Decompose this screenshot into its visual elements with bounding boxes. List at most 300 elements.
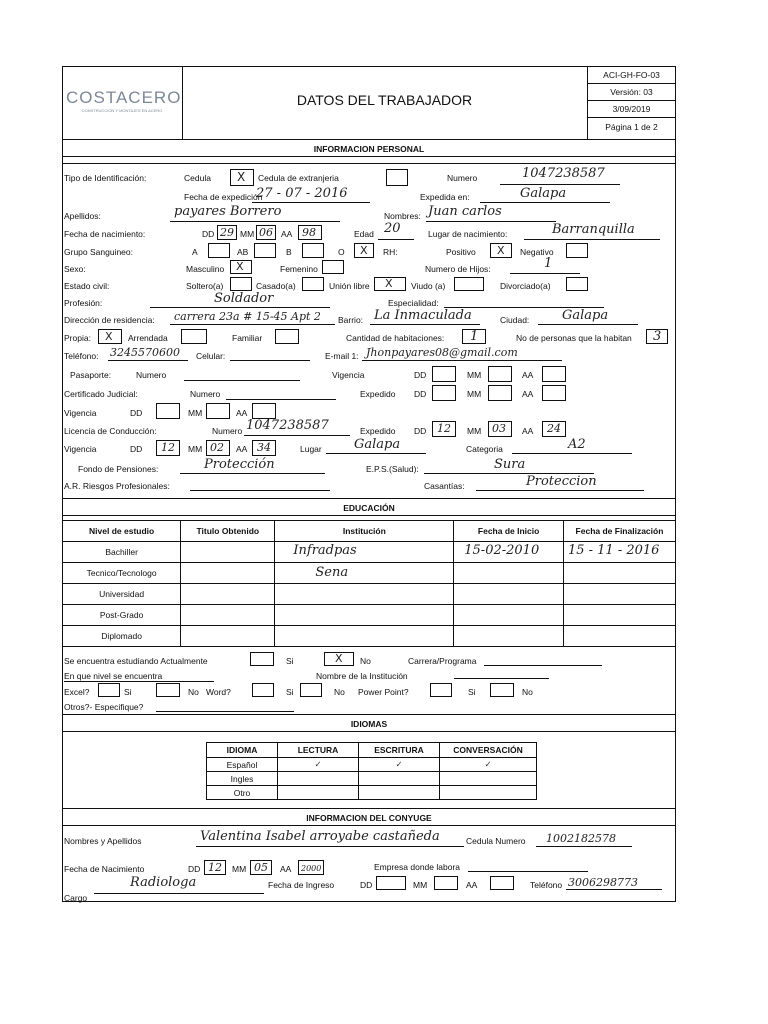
label-dd: DD (188, 864, 201, 874)
end-date-value: 15 - 11 - 2016 (567, 543, 660, 558)
language-cell: Otro (207, 786, 278, 800)
label-empresa: Empresa donde labora (374, 862, 461, 872)
sex-female-box[interactable] (322, 260, 344, 274)
label-si: Si (124, 687, 132, 697)
company-logo: COSTACERO (66, 88, 182, 107)
header-divider (587, 100, 676, 101)
speaking-cell[interactable] (440, 772, 537, 786)
label-pasaporte: Pasaporte: (70, 370, 112, 380)
column-header: Institución (275, 521, 454, 542)
label-dd: DD (130, 408, 143, 418)
label-fecha-nac: Fecha de nacimiento: (64, 229, 146, 239)
label-union: Unión libre (329, 281, 370, 291)
label-fecha-nac-conyuge: Fecha de Nacimiento (64, 864, 145, 874)
blood-ab-box[interactable] (254, 243, 276, 258)
table-row (63, 626, 676, 647)
label-familiar: Familiar (232, 333, 263, 343)
label-sexo: Sexo: (64, 264, 86, 274)
label-rh: RH: (383, 247, 398, 257)
column-header: IDIOMA (207, 743, 278, 758)
label-mm: MM (232, 864, 247, 874)
field-line (484, 665, 602, 666)
writing-cell[interactable] (359, 772, 440, 786)
label-si: Si (286, 656, 294, 666)
title-cell[interactable] (181, 605, 275, 626)
label-cedula-ext: Cedula de extranjeria (258, 173, 339, 183)
label-telefono: Teléfono: (64, 351, 99, 361)
label-otros: Otros?- Especifique? (64, 702, 144, 712)
label-habitaciones: Cantidad de habitaciones: (346, 333, 445, 343)
field-line (362, 360, 562, 361)
excel-no-box[interactable] (156, 683, 180, 697)
title-cell[interactable] (181, 563, 275, 584)
birth-dd-value: 29 (220, 226, 234, 239)
label-nombres-conyuge: Nombres y Apellidos (64, 836, 142, 846)
field-line (468, 871, 588, 872)
label-mm: MM (467, 370, 482, 380)
license-vig-mm-box[interactable] (206, 440, 230, 456)
label-carrera: Carrera/Programa (408, 656, 477, 666)
residents-box[interactable] (646, 329, 668, 344)
cert-aa-box[interactable] (542, 385, 566, 401)
title-cell[interactable] (181, 542, 275, 563)
studying-yes-box[interactable] (250, 652, 274, 666)
reading-cell[interactable] (278, 786, 359, 800)
license-exp-mm-value: 03 (492, 422, 506, 435)
birth-mm-box[interactable] (256, 225, 276, 240)
field-line (244, 435, 350, 436)
label-viudo: Viudo (a) (411, 281, 446, 291)
start-date-cell[interactable] (454, 605, 564, 626)
civil-union-box[interactable] (374, 277, 406, 291)
languages-table (206, 742, 537, 800)
check-mark: X (497, 244, 505, 257)
profession-field[interactable]: Soldador (214, 291, 274, 306)
house-own-box[interactable] (98, 329, 122, 344)
label-mm: MM (240, 229, 255, 239)
education-level-cell: Post-Grado (63, 605, 181, 626)
label-dd: DD (414, 426, 427, 436)
rh-positive-box[interactable] (490, 243, 512, 258)
label-telefono-conyuge: Teléfono (530, 880, 563, 890)
label-cesantias: Casantías: (424, 481, 465, 491)
section-title: INFORMACION DEL CONYUGE (306, 813, 432, 823)
logo-tagline: CONSTRUCCIÓN Y MONTAJES EN ACERO (81, 108, 163, 113)
label-a: A (192, 247, 198, 257)
blood-b-box[interactable] (302, 243, 324, 258)
neighborhood-field[interactable]: La Inmaculada (374, 308, 472, 323)
field-line (512, 453, 632, 454)
label-dd: DD (360, 880, 373, 890)
end-date-cell[interactable] (563, 605, 675, 626)
label-expedido: Expedido (360, 426, 396, 436)
language-cell: Ingles (207, 772, 278, 786)
label-ingreso: Fecha de Ingreso (268, 880, 335, 890)
civil-married-box[interactable] (302, 277, 324, 291)
column-header: CONVERSACIÓN (440, 743, 537, 758)
label-categoria: Categoria (466, 444, 503, 454)
language-cell: Español (207, 758, 278, 772)
field-line (94, 893, 264, 894)
education-table (62, 520, 676, 647)
field-line (480, 202, 610, 203)
house-family-box[interactable] (275, 329, 299, 344)
label-certificado: Certificado Judicial: (64, 389, 138, 399)
label-vigencia: Vigencia (64, 444, 97, 454)
field-line (538, 324, 638, 325)
institution-cell[interactable] (275, 563, 454, 584)
end-date-cell[interactable] (563, 584, 675, 605)
eps-field[interactable]: Sura (494, 457, 526, 472)
title-cell[interactable] (181, 584, 275, 605)
label-aa: AA (522, 370, 534, 380)
passport-aa-box[interactable] (542, 366, 566, 382)
label-direccion: Dirección de residencia: (64, 315, 155, 325)
label-cedula: Cedula (184, 173, 211, 183)
license-category-field[interactable]: A2 (568, 437, 586, 452)
title-cell[interactable] (181, 626, 275, 647)
label-positivo: Positivo (446, 247, 476, 257)
spouse-start-dd-box[interactable] (376, 876, 406, 890)
label-masculino: Masculino (186, 264, 225, 274)
pension-fund-field[interactable]: Protección (204, 457, 275, 472)
spouse-birth-dd-box[interactable] (204, 860, 226, 875)
field-line (536, 846, 632, 847)
institution-value: Infradpas (293, 543, 357, 558)
license-vig-aa-value: 34 (257, 441, 271, 454)
column-header: LECTURA (278, 743, 359, 758)
column-header: Titulo Obtenido (181, 521, 275, 542)
label-estado: Estado civil: (64, 281, 110, 291)
label-aa: AA (236, 444, 248, 454)
doc-code: ACI-GH-FO-03 (603, 70, 660, 80)
end-date-cell[interactable] (563, 626, 675, 647)
label-aa: AA (466, 880, 478, 890)
check-mark: X (385, 277, 393, 290)
label-no: No (522, 687, 533, 697)
table-row (63, 605, 676, 626)
label-fecha-exp: Fecha de expedición (184, 192, 263, 202)
label-licencia: Licencia de Conducción: (64, 426, 157, 436)
word-no-box[interactable] (300, 683, 322, 697)
speaking-cell[interactable] (440, 786, 537, 800)
column-header: Nivel de estudio (63, 521, 181, 542)
column-header: Fecha de Finalización (563, 521, 675, 542)
label-b: B (286, 247, 292, 257)
field-line (156, 711, 294, 712)
label-excel: Excel? (64, 687, 90, 697)
address-field[interactable]: carrera 23a # 15-45 Apt 2 (174, 310, 321, 323)
field-line (510, 273, 580, 274)
rooms-box[interactable] (462, 329, 486, 344)
reading-cell[interactable] (278, 772, 359, 786)
label-numero: Numero (136, 370, 167, 380)
education-level-cell: Diplomado (63, 626, 181, 647)
reading-cell[interactable]: ✓ (278, 758, 359, 772)
label-negativo: Negativo (520, 247, 554, 257)
start-date-cell[interactable] (454, 563, 564, 584)
label-no: No (334, 687, 345, 697)
surname-field[interactable]: payares Borrero (174, 204, 282, 219)
license-vig-dd-value: 12 (161, 441, 175, 454)
label-si: Si (286, 687, 294, 697)
label-celular: Celular: (196, 351, 226, 361)
field-line (426, 221, 556, 222)
checkbox-cedula-ext[interactable] (386, 169, 408, 186)
table-row (207, 772, 537, 786)
field-line (500, 184, 620, 185)
spouse-start-mm-box[interactable] (434, 876, 458, 890)
label-nivel: En que nivel se encuentra (64, 671, 163, 681)
label-eps: E.P.S.(Salud): (366, 464, 419, 474)
excel-yes-box[interactable] (98, 683, 120, 697)
doc-page: Página 1 de 2 (605, 122, 658, 132)
house-rented-box[interactable] (181, 329, 207, 344)
field-line (226, 399, 336, 400)
label-arl: A.R. Riesgos Profesionales: (64, 481, 170, 491)
birth-aa-value: 98 (302, 226, 316, 239)
label-dd: DD (202, 229, 215, 239)
rh-negative-box[interactable] (566, 243, 588, 258)
label-dd: DD (414, 389, 427, 399)
label-vigencia: Vigencia (332, 370, 365, 380)
check-mark: X (335, 652, 343, 665)
license-vig-mm-value: 02 (210, 441, 224, 454)
field-line (370, 324, 480, 325)
label-mm: MM (188, 444, 203, 454)
phone-field[interactable]: 3245570600 (110, 346, 180, 359)
check-mark: X (236, 260, 244, 273)
field-line (476, 490, 644, 491)
table-header-row (63, 521, 676, 542)
label-apellidos: Apellidos: (64, 211, 101, 221)
label-powerpoint: Power Point? (358, 687, 409, 697)
spouse-birth-dd-value: 12 (208, 861, 222, 874)
check-mark: X (237, 170, 246, 184)
label-grupo: Grupo Sanguineo: (64, 247, 133, 257)
label-aa: AA (522, 389, 534, 399)
blood-o-box[interactable] (354, 243, 374, 258)
label-dd: DD (130, 444, 143, 454)
label-divorciado: Divorciado(a) (500, 281, 551, 291)
spouse-name-field[interactable]: Valentina Isabel arroyabe castañeda (200, 829, 440, 844)
rooms-value: 1 (470, 329, 479, 344)
label-o: O (338, 247, 345, 257)
license-exp-mm-box[interactable] (488, 421, 512, 437)
license-exp-dd-box[interactable] (432, 421, 456, 437)
civil-widow-box[interactable] (454, 277, 484, 291)
start-date-cell[interactable] (454, 584, 564, 605)
cert-vig-dd-box[interactable] (156, 403, 180, 419)
license-number-field[interactable]: 1047238587 (246, 418, 329, 433)
label-email: E-mail 1: (325, 351, 359, 361)
label-no: No (360, 656, 371, 666)
label-mm: MM (413, 880, 428, 890)
institution-cell[interactable] (275, 626, 454, 647)
label-cargo: Cargo (64, 893, 88, 903)
cert-dd-box[interactable] (432, 385, 456, 401)
table-row (63, 542, 676, 563)
cert-vig-aa-box[interactable] (252, 403, 276, 419)
section-title: EDUCACIÓN (343, 503, 395, 513)
label-edad: Edad (354, 229, 374, 239)
column-header: Fecha de Inicio (454, 521, 564, 542)
label-mm: MM (467, 389, 482, 399)
label-nombres: Nombres: (384, 211, 421, 221)
label-mm: MM (467, 426, 482, 436)
table-row (63, 563, 676, 584)
column-header: ESCRITURA (359, 743, 440, 758)
expedition-place-field[interactable]: Galapa (520, 186, 567, 201)
field-line (524, 239, 660, 240)
start-date-value: 15-02-2010 (464, 543, 540, 558)
label-word: Word? (206, 687, 231, 697)
table-row (207, 786, 537, 800)
education-level-cell: Bachiller (63, 542, 181, 563)
cert-mm-box[interactable] (488, 385, 512, 401)
license-place-field[interactable]: Galapa (354, 437, 401, 452)
check-mark: X (105, 330, 113, 343)
label-numero: Numero (212, 426, 243, 436)
label-nombre-inst: Nombre de la Institución (316, 671, 408, 681)
spouse-start-aa-box[interactable] (490, 876, 514, 890)
spouse-birth-mm-value: 05 (254, 861, 268, 874)
spouse-birth-mm-box[interactable] (250, 860, 272, 875)
end-date-cell[interactable] (563, 542, 675, 563)
birth-mm-value: 06 (259, 226, 273, 239)
birth-aa-box[interactable] (298, 225, 322, 240)
header-divider (587, 83, 676, 84)
children-field[interactable]: 1 (544, 256, 553, 271)
institution-cell[interactable] (275, 542, 454, 563)
field-line (252, 202, 370, 203)
label-especialidad: Especialidad: (388, 298, 439, 308)
name-field[interactable]: Juan carlos (428, 204, 502, 219)
section-rule (62, 163, 676, 164)
label-soltero: Soltero(a) (186, 281, 224, 291)
spouse-birth-aa-box[interactable] (298, 860, 324, 875)
license-exp-aa-box[interactable] (542, 421, 566, 437)
label-no: No (188, 687, 199, 697)
section-header-personal (62, 139, 676, 157)
field-line (454, 678, 549, 679)
education-level-cell: Tecnico/Tecnologo (63, 563, 181, 584)
institution-cell[interactable] (275, 584, 454, 605)
doc-date: 3/09/2019 (612, 104, 651, 114)
label-numero: Numero (190, 389, 221, 399)
pp-yes-box[interactable] (430, 683, 452, 697)
label-mm: MM (188, 408, 203, 418)
section-title: INFORMACION PERSONAL (313, 144, 425, 154)
label-femenino: Femenino (280, 264, 318, 274)
birthplace-field[interactable]: Barranquilla (552, 222, 635, 237)
label-expedido: Expedido (360, 389, 396, 399)
check-mark: X (360, 244, 368, 257)
label-ab: AB (237, 247, 249, 257)
label-casado: Casado(a) (256, 281, 296, 291)
page-title: DATOS DEL TRABAJADOR (296, 92, 473, 108)
spouse-id-field[interactable]: 1002182578 (546, 832, 616, 845)
license-vig-aa-box[interactable] (252, 440, 276, 456)
writing-cell[interactable] (359, 786, 440, 800)
field-line (170, 324, 335, 325)
label-lugar: Lugar (300, 444, 322, 454)
blood-a-box[interactable] (208, 243, 230, 258)
license-exp-dd-value: 12 (437, 422, 451, 435)
license-exp-aa-value: 24 (547, 422, 561, 435)
expedition-date-field[interactable]: 27 - 07 - 2016 (256, 186, 348, 201)
education-level-cell: Universidad (63, 584, 181, 605)
label-barrio: Barrio: (338, 315, 364, 325)
start-date-cell[interactable] (454, 542, 564, 563)
start-date-cell[interactable] (454, 626, 564, 647)
checkbox-cedula[interactable] (230, 169, 254, 186)
severance-fund-field[interactable]: Proteccion (526, 474, 597, 489)
field-line (326, 453, 426, 454)
field-line (378, 239, 414, 240)
spouse-phone-field[interactable]: 3006298773 (568, 876, 638, 889)
civil-divorced-box[interactable] (566, 277, 588, 291)
table-row (63, 584, 676, 605)
section-title: IDIOMAS (350, 719, 388, 729)
city-field[interactable]: Galapa (562, 308, 609, 323)
id-number-field[interactable]: 1047238587 (522, 166, 605, 181)
label-profesion: Profesión: (64, 298, 103, 308)
label-personas: No de personas que la habitan (516, 333, 632, 343)
license-vig-dd-box[interactable] (156, 440, 180, 456)
label-dd: DD (414, 370, 427, 380)
field-line (170, 221, 340, 222)
section-header-languages (62, 714, 676, 732)
label-propia: Propia: (64, 333, 91, 343)
email-field[interactable]: Jhonpayares08@gmail.com (366, 346, 518, 359)
table-row (207, 758, 537, 772)
field-line (230, 360, 310, 361)
label-lugar-nac: Lugar de nacimiento: (428, 229, 508, 239)
field-line (196, 846, 464, 847)
field-line (108, 360, 188, 361)
passport-mm-box[interactable] (488, 366, 512, 382)
passport-dd-box[interactable] (432, 366, 456, 382)
label-pensiones: Fondo de Pensiones: (78, 464, 159, 474)
label-cedula-conyuge: Cedula Numero (466, 836, 526, 846)
section-header-spouse (62, 808, 676, 826)
label-arrendada: Arrendada (128, 333, 168, 343)
institution-cell[interactable] (275, 605, 454, 626)
label-estudiando: Se encuentra estudiando Actualmente (64, 656, 208, 666)
label-numero: Numero (447, 173, 478, 183)
field-line (180, 473, 325, 474)
writing-cell[interactable]: ✓ (359, 758, 440, 772)
label-aa: AA (236, 408, 248, 418)
birth-dd-box[interactable] (217, 225, 237, 240)
label-aa: AA (522, 426, 534, 436)
cert-vig-mm-box[interactable] (206, 403, 230, 419)
sex-male-box[interactable] (230, 260, 252, 274)
end-date-cell[interactable] (563, 563, 675, 584)
header-divider (587, 117, 676, 118)
word-yes-box[interactable] (252, 683, 274, 697)
studying-no-box[interactable] (324, 652, 354, 666)
field-line (184, 380, 300, 381)
pp-no-box[interactable] (490, 683, 514, 697)
spouse-profession-field[interactable]: Radiologa (130, 875, 197, 890)
table-header-row (207, 743, 537, 758)
speaking-cell[interactable]: ✓ (440, 758, 537, 772)
field-line (150, 307, 330, 308)
civil-single-box[interactable] (230, 277, 252, 291)
age-field[interactable]: 20 (384, 221, 401, 236)
